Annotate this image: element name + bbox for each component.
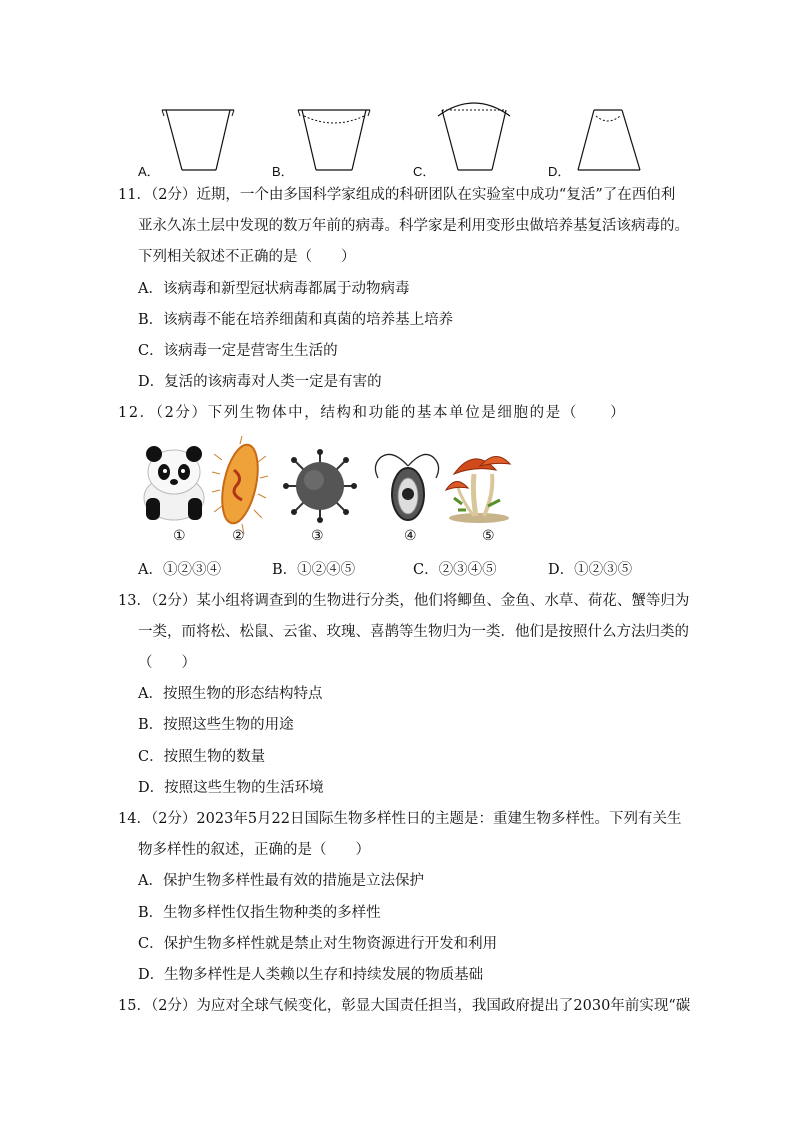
q13-option-d[interactable]: D．按照这些生物的生活环境 (138, 780, 324, 796)
virus-icon (280, 450, 360, 522)
q10-option-a[interactable]: A． (138, 164, 160, 179)
bacterium-icon (214, 440, 266, 534)
q12-image-label-4: ④ (404, 528, 417, 544)
mushroom-icon (444, 444, 514, 524)
q12-image-label-2: ② (232, 528, 245, 544)
q14-stem-line2: 物多样性的叙述，正确的是（ ） (138, 842, 370, 858)
q10-option-c[interactable]: C． (413, 164, 436, 179)
q13-stem-line1: 13．（2分）某小组将调查到的生物进行分类，他们将鲫鱼、金鱼、水草、荷花、蟹等归为 (118, 593, 690, 609)
q14-option-c[interactable]: C．保护生物多样性就是禁止对生物资源进行开发和利用 (138, 936, 498, 952)
q12-image-label-3: ③ (311, 528, 324, 544)
q13-stem-line2: 一类，而将松、松鼠、云雀、玫瑰、喜鹊等生物归为一类．他们是按照什么方法归类的 (138, 624, 689, 640)
q11-option-d[interactable]: D．复活的该病毒对人类一定是有害的 (138, 374, 382, 390)
q11-option-a[interactable]: A．该病毒和新型冠状病毒都属于动物病毒 (138, 281, 410, 297)
q14-option-b[interactable]: B．生物多样性仅指生物种类的多样性 (138, 905, 381, 921)
q12-option-b[interactable]: B．①②④⑤ (272, 562, 356, 578)
cup-diagram-c (436, 96, 516, 176)
cup-diagram-b (296, 104, 376, 176)
panda-icon (138, 442, 210, 522)
q13-option-c[interactable]: C．按照生物的数量 (138, 749, 266, 765)
q13-option-a[interactable]: A．按照生物的形态结构特点 (138, 686, 323, 702)
q11-stem-line2: 亚永久冻土层中发现的数万年前的病毒。科学家是利用变形虫做培养基复活该病毒的。 (138, 218, 689, 234)
cup-diagram-a (160, 104, 240, 176)
q13-stem-line3: （ ） (138, 655, 196, 671)
q11-option-b[interactable]: B．该病毒不能在培养细菌和真菌的培养基上培养 (138, 312, 454, 328)
q11-stem-line3: 下列相关叙述不正确的是（ ） (138, 249, 356, 265)
q15-stem-line1: 15．（2分）为应对全球气候变化，彰显大国责任担当，我国政府提出了2030年前实现“碳 (118, 998, 691, 1014)
q11-option-c[interactable]: C．该病毒一定是营寄生生活的 (138, 343, 338, 359)
q12-option-a[interactable]: A．①②③④ (138, 562, 221, 578)
q14-option-a[interactable]: A．保护生物多样性最有效的措施是立法保护 (138, 873, 424, 889)
q12-image-label-5: ⑤ (482, 528, 495, 544)
q11-stem-line1: 11．（2分）近期，一个由多国科学家组成的科研团队在实验室中成功“复活”了在西伯利 (118, 187, 676, 203)
q12-image-label-1: ① (173, 528, 186, 544)
q12-option-d[interactable]: D．①②③⑤ (548, 562, 633, 578)
q12-stem: 12．（2分）下列生物体中，结构和功能的基本单位是细胞的是（ ） (118, 405, 627, 421)
q13-option-b[interactable]: B．按照这些生物的用途 (138, 717, 294, 733)
q12-option-c[interactable]: C．②③④⑤ (413, 562, 497, 578)
q14-stem-line1: 14．（2分）2023年5月22日国际生物多样性日的主题是：重建生物多样性。下列有关生 (118, 811, 682, 827)
cup-diagram-d (572, 104, 652, 176)
protist-icon (372, 448, 442, 528)
q10-option-b[interactable]: B． (272, 164, 294, 179)
q14-option-d[interactable]: D．生物多样性是人类赖以生存和持续发展的物质基础 (138, 967, 484, 983)
q10-option-d[interactable]: D． (548, 164, 571, 179)
